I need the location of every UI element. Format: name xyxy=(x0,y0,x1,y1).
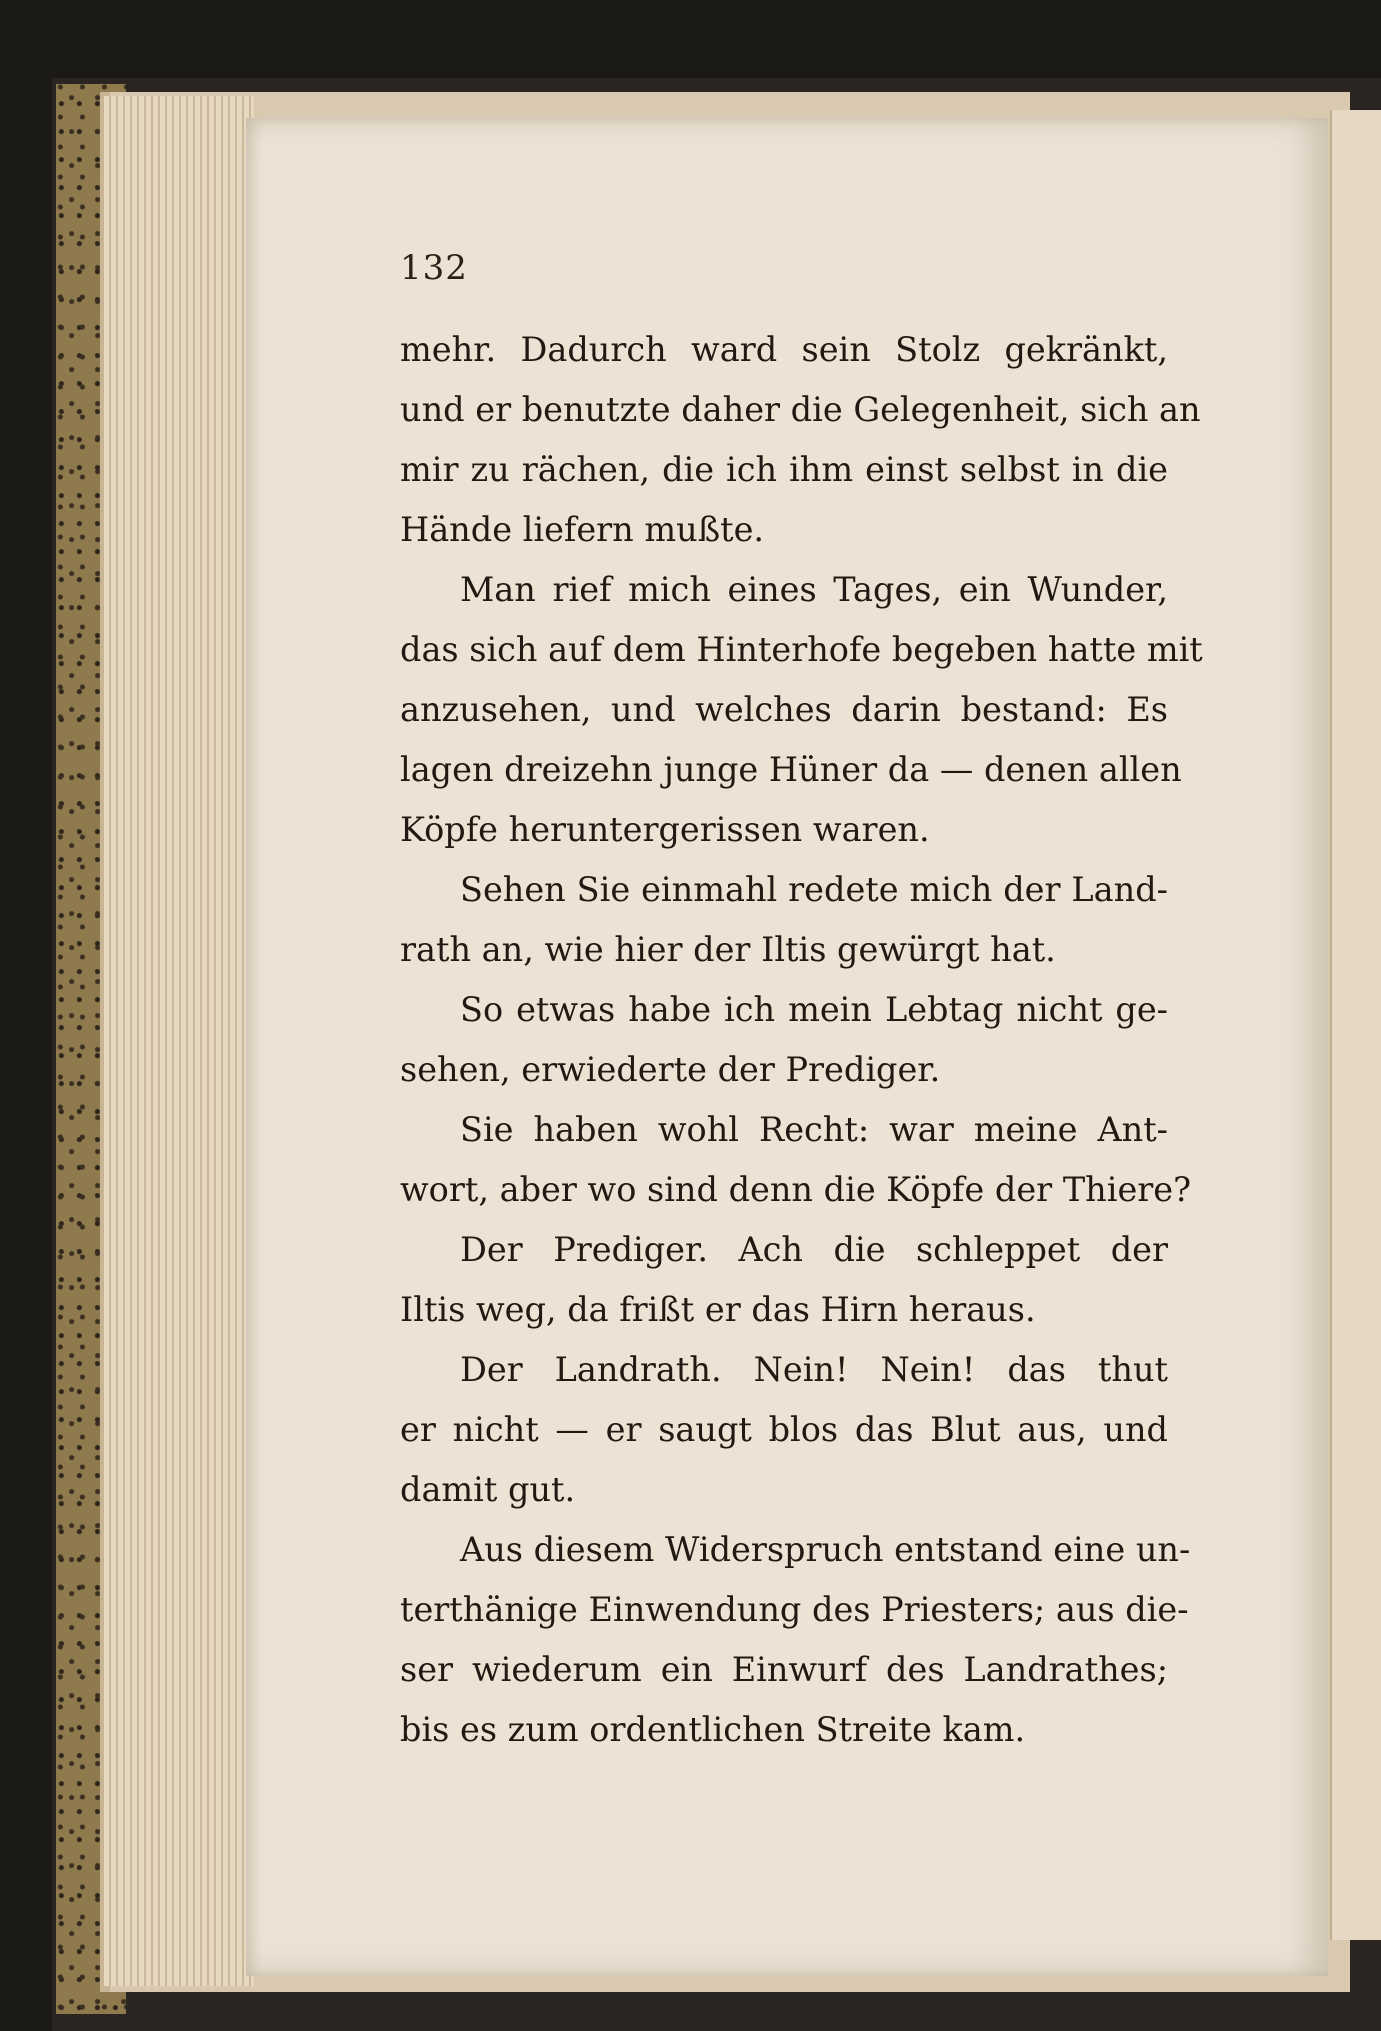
facing-page-edge xyxy=(1330,110,1381,1940)
text-line: wort, aber wo sind denn die Köpfe der Thiere? xyxy=(400,1170,1192,1209)
text-line: anzusehen, und welches darin bestand: Es xyxy=(400,690,1168,729)
text-line: Aus diesem Widerspruch entstand eine un- xyxy=(460,1530,1191,1569)
page-text xyxy=(400,320,1203,1760)
text-line: mir zu rächen, die ich ihm einst selbst in die xyxy=(400,450,1168,489)
text-line: und er benutzte daher die Gelegenheit, sich an xyxy=(400,390,1201,429)
text-line: mehr. Dadurch ward sein Stolz gekränkt, xyxy=(400,330,1168,369)
text-line: Der Landrath. Nein! Nein! das thut xyxy=(460,1350,1168,1389)
text-line: bis es zum ordentlichen Streite kam. xyxy=(400,1710,1026,1749)
text-line: Hände liefern mußte. xyxy=(400,510,765,549)
text-line: terthänige Einwendung des Priesters; aus die- xyxy=(400,1590,1189,1629)
text-line: Der Prediger. Ach die schleppet der xyxy=(460,1230,1168,1269)
text-line: Iltis weg, da frißt er das Hirn heraus. xyxy=(400,1290,1036,1329)
text-line: Man rief mich eines Tages, ein Wunder, xyxy=(460,570,1168,609)
text-line: er nicht — er saugt blos das Blut aus, und xyxy=(400,1410,1168,1449)
text-line: rath an, wie hier der Iltis gewürgt hat. xyxy=(400,930,1056,969)
text-line: das sich auf dem Hinterhofe begeben hatte mit xyxy=(400,630,1203,669)
text-line: Köpfe heruntergerissen waren. xyxy=(400,810,930,849)
page-number: 132 xyxy=(400,248,468,288)
text-line: So etwas habe ich mein Lebtag nicht ge- xyxy=(460,990,1168,1029)
text-line: lagen dreizehn junge Hüner da — denen allen xyxy=(400,750,1182,789)
text-line: Sehen Sie einmahl redete mich der Land- xyxy=(460,870,1168,909)
text-line: damit gut. xyxy=(400,1470,576,1509)
page-edges xyxy=(104,96,254,1986)
text-line: Sie haben wohl Recht: war meine Ant- xyxy=(460,1110,1168,1149)
text-line: sehen, erwiederte der Prediger. xyxy=(400,1050,941,1089)
text-line: ser wiederum ein Einwurf des Landrathes; xyxy=(400,1650,1168,1689)
